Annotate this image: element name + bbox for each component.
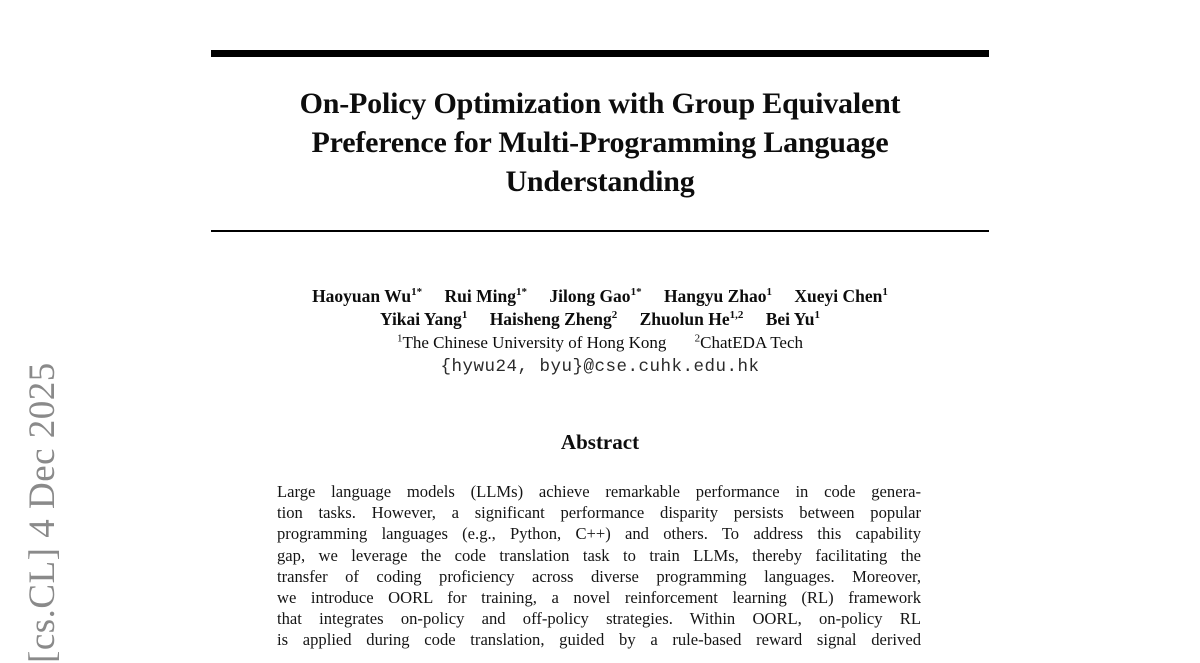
abstract-line: is applied during code translation, guided by a rule-based reward signal derived [277, 630, 921, 650]
author-name [549, 286, 641, 306]
abstract-line: gap, we leverage the code translation task to train LLMs, thereby facilitating the [277, 545, 921, 565]
affiliation [397, 333, 666, 352]
author-affil-mark: 1 [882, 286, 888, 299]
author-name [380, 309, 467, 329]
title-line-2: Preference for Multi-Programming Language [311, 126, 889, 159]
author-name [445, 286, 527, 306]
abstract-heading: Abstract [560, 430, 640, 454]
abstract-line: Large language models (LLMs) achieve remarkable performance in code genera- [277, 482, 921, 501]
arxiv-stamp: [cs.CL] 4 Dec 2025 [22, 362, 63, 663]
affiliation [695, 333, 803, 352]
author-name [640, 309, 744, 329]
author-affil-mark: 2 [611, 309, 618, 322]
abstract-line: transfer of coding proficiency across diverse programming languages. Moreover, [277, 566, 921, 586]
abstract-line: programming languages (e.g., Python, C++) and others. To address this capability [277, 524, 921, 544]
author-block [181, 285, 1019, 379]
affiliation-row [181, 332, 1019, 354]
author-name-text: Bei Yu [765, 309, 815, 329]
affil-mark: 2 [694, 332, 701, 345]
author-affil-mark: 1,2 [729, 309, 744, 322]
paper-title [181, 84, 1019, 201]
author-name [794, 286, 888, 306]
title-rule-top [211, 50, 989, 57]
author-affil-mark: 1 [814, 309, 821, 322]
author-name-text: Hangyu Zhao [663, 286, 767, 306]
author-name-text: Jilong Gao [549, 286, 631, 306]
author-name-text: Rui Ming [444, 286, 516, 306]
author-name [664, 286, 772, 306]
author-name-text: Haisheng Zheng [489, 309, 612, 329]
title-line-1: On-Policy Optimization with Group Equivalent [299, 87, 901, 120]
author-affil-mark: 1 [766, 286, 773, 299]
author-row-1 [181, 285, 1019, 308]
abstract-line: tion tasks. However, a significant performance disparity persists between popular [277, 503, 921, 523]
author-name-text: Yikai Yang [379, 309, 462, 329]
author-affil-mark: 1* [515, 286, 527, 299]
author-name [766, 309, 820, 329]
abstract-line: we introduce OORL for training, a novel reinforcement learning (RL) framework [277, 587, 921, 607]
author-name-text: Haoyuan Wu [312, 286, 412, 306]
title-line-3: Understanding [505, 165, 695, 198]
affiliation-text: The Chinese University of Hong Kong [402, 333, 667, 352]
author-name [312, 286, 422, 306]
affiliation-text: ChatEDA Tech [700, 333, 804, 352]
author-name [490, 309, 618, 329]
author-affil-mark: 1 [461, 309, 468, 322]
author-affil-mark: 1* [411, 286, 423, 299]
author-name-text: Zhuolun He [639, 309, 730, 329]
affil-mark: 1 [396, 332, 403, 345]
author-name-text: Xueyi Chen [794, 286, 883, 306]
author-row-2 [181, 308, 1019, 331]
abstract-body [277, 481, 921, 651]
author-affil-mark: 1* [630, 286, 642, 299]
title-rule-bottom [211, 230, 989, 232]
contact-email: {hywu24, byu}@cse.cuhk.edu.hk [440, 357, 760, 377]
abstract-line: that integrates on-policy and off-policy strategies. Within OORL, on-policy RL [277, 609, 921, 629]
